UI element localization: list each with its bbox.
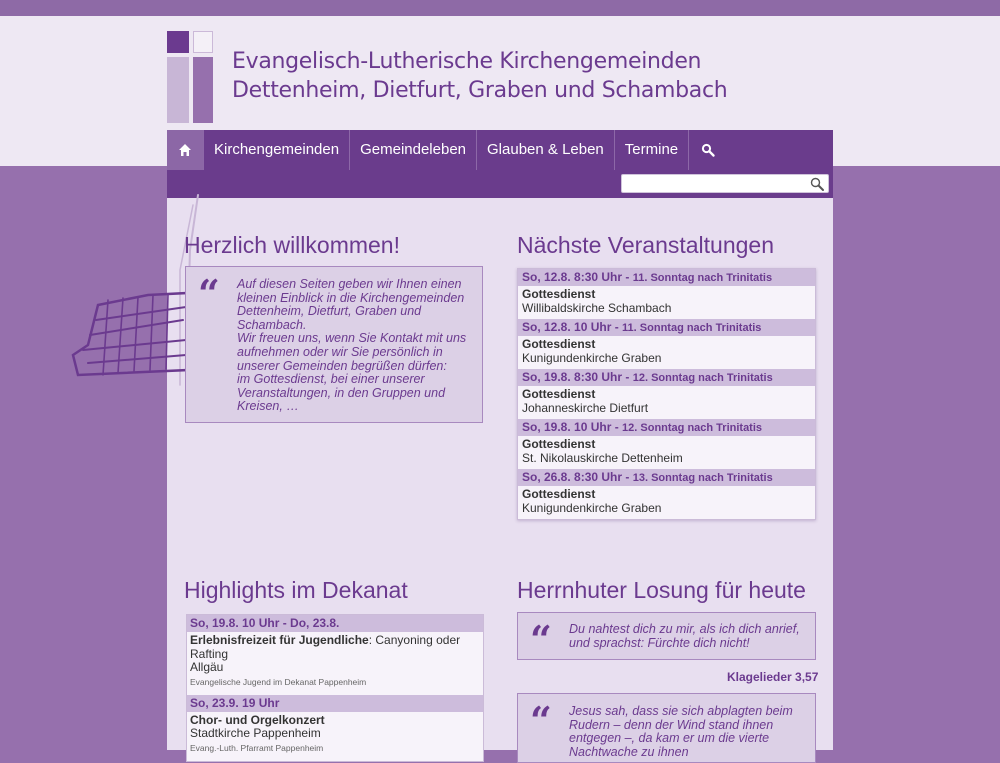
event-title: Gottesdienst (522, 287, 596, 301)
event-date: So, 12.8. 10 Uhr - 11. Sonntag nach Trinitatis (518, 319, 815, 336)
site-logo[interactable] (167, 31, 215, 123)
event-title: Gottesdienst (522, 337, 596, 351)
event-title: Gottesdienst (522, 437, 596, 451)
welcome-heading: Herzlich willkommen! (184, 232, 400, 258)
quote-icon: “ (198, 271, 220, 316)
logo-square (193, 31, 213, 53)
logo-square (167, 31, 189, 53)
highlight-organizer: Evang.-Luth. Pfarramt Pappenheim (190, 742, 324, 753)
nav-item-termine[interactable]: Termine (615, 130, 689, 170)
highlight-desc: : Canyoning oder Rafting (190, 633, 461, 661)
event-item[interactable] (518, 369, 815, 419)
highlight-date: So, 23.9. 19 Uhr (187, 695, 483, 712)
search-icon[interactable] (809, 176, 825, 192)
search-icon (701, 143, 715, 157)
church-illustration-icon (68, 195, 190, 385)
events-heading: Nächste Veranstaltungen (517, 232, 775, 258)
site-title-line1: Evangelisch-Lutherische Kirchengemeinden (232, 49, 702, 74)
highlights-heading: Highlights im Dekanat (184, 577, 408, 603)
site-title[interactable] (232, 47, 727, 105)
event-date: So, 19.8. 10 Uhr - 12. Sonntag nach Trinitatis (518, 419, 815, 436)
top-bar (0, 0, 1000, 16)
main-nav (167, 130, 833, 170)
logo-square (167, 57, 189, 123)
losung-quote-1: Du nahtest dich zu mir, als ich dich anrief, und sprachst: Fürchte dich nicht! (569, 622, 800, 650)
losung-box-2 (517, 693, 816, 763)
welcome-text-p2: Wir freuen uns, wenn Sie Kontakt mit uns aufnehmen oder wir Sie persönlich in unserer Gemeinden begrüßen dürfen: (237, 331, 467, 373)
nav-home[interactable] (167, 130, 204, 170)
highlight-organizer: Evangelische Jugend im Dekanat Pappenheim (190, 676, 367, 687)
events-list (517, 268, 816, 520)
quote-icon: “ (530, 617, 552, 662)
nav-item-kirchengemeinden[interactable]: Kirchengemeinden (204, 130, 350, 170)
highlight-place: Stadtkirche Pappenheim (190, 726, 321, 740)
highlight-place: Allgäu (190, 660, 224, 674)
welcome-box (185, 266, 483, 423)
welcome-text (237, 278, 477, 414)
highlight-title: Erlebnisfreizeit für Jugendliche (190, 633, 369, 647)
nav-item-gemeindeleben[interactable]: Gemeindeleben (350, 130, 477, 170)
event-title: Gottesdienst (522, 387, 596, 401)
highlight-item[interactable] (187, 695, 483, 761)
highlight-title: Chor- und Orgelkonzert (190, 712, 325, 727)
quote-icon: “ (530, 698, 552, 743)
welcome-text-p3: im Gottesdienst, bei einer unserer Veranstaltungen, in den Gruppen und Kreisen, … (237, 372, 446, 414)
event-item[interactable] (518, 269, 815, 319)
highlight-date: So, 19.8. 10 Uhr - Do, 23.8. (187, 615, 483, 632)
welcome-text-p1: Auf diesen Seiten geben wir Ihnen einen kleinen Einblick in die Kirchengemeinden Dettenheim, Dietfurt, Graben und Schambach. (237, 277, 465, 332)
losung-reference-1: Klagelieder 3,57 (727, 670, 819, 684)
event-item[interactable] (518, 469, 815, 519)
losung-quote-2: Jesus sah, dass sie sich abplagten beim Rudern – denn der Wind stand ihnen entgegen –, da kam er um die vierte Nachtwache zu ihnen (569, 704, 793, 759)
event-place: Kunigundenkirche Graben (522, 500, 662, 515)
event-title: Gottesdienst (522, 487, 596, 501)
event-date: So, 26.8. 8:30 Uhr - 13. Sonntag nach Trinitatis (518, 469, 815, 486)
nav-search[interactable] (689, 130, 727, 170)
site-title-line2: Dettenheim, Dietfurt, Graben und Schambach (232, 78, 728, 103)
event-place: Willibaldskirche Schambach (522, 300, 672, 315)
nav-item-glauben-leben[interactable]: Glauben & Leben (477, 130, 615, 170)
highlights-list (186, 614, 484, 762)
search-input[interactable] (621, 174, 829, 193)
event-place: Kunigundenkirche Graben (522, 350, 662, 365)
home-icon (178, 143, 192, 157)
event-item[interactable] (518, 419, 815, 469)
event-date: So, 19.8. 8:30 Uhr - 12. Sonntag nach Trinitatis (518, 369, 815, 386)
highlight-item[interactable] (187, 615, 483, 695)
event-item[interactable] (518, 319, 815, 369)
event-place: Johanneskirche Dietfurt (522, 400, 649, 415)
event-place: St. Nikolauskirche Dettenheim (522, 450, 683, 465)
losung-box-1 (517, 612, 816, 660)
event-date: So, 12.8. 8:30 Uhr - 11. Sonntag nach Trinitatis (518, 269, 815, 286)
logo-square (193, 57, 213, 123)
losung-heading: Herrnhuter Losung für heute (517, 577, 806, 603)
